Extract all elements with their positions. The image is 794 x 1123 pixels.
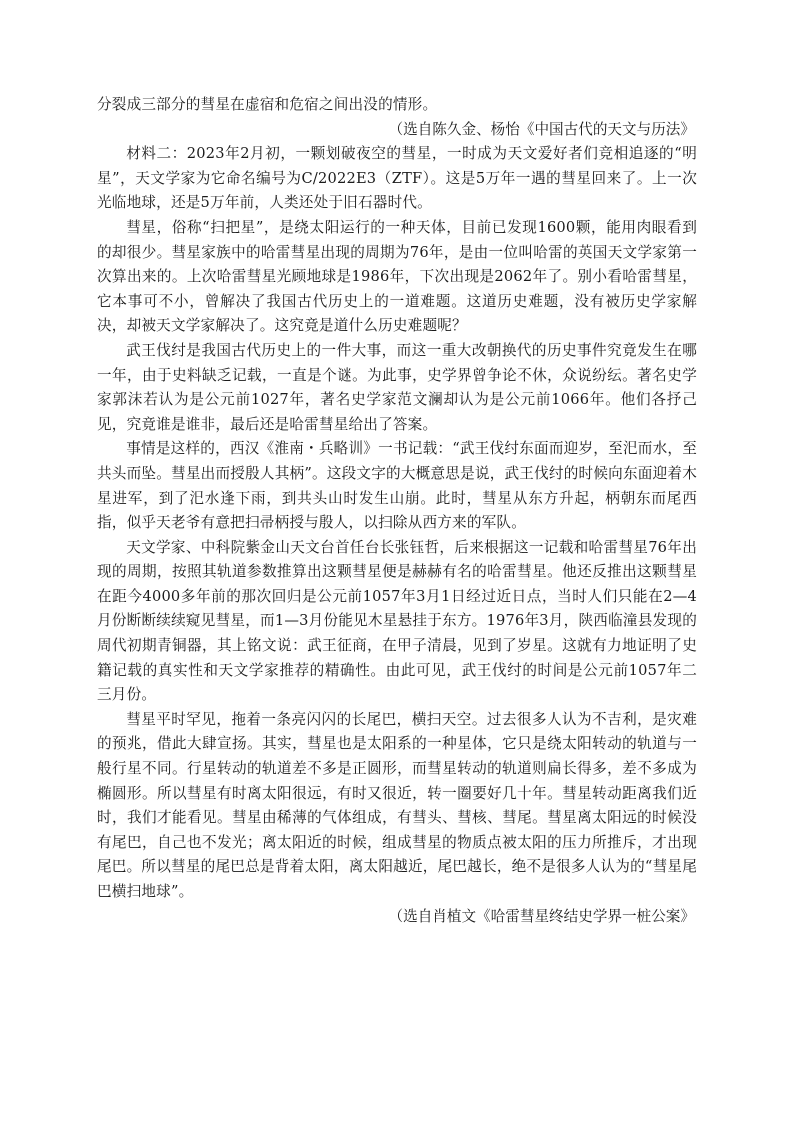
paragraph-wuwang-question: 武王伐纣是我国古代历史上的一件大事，而这一重大改朝换代的历史事件究竟发生在哪一年，由于史料缺乏记载，一直是个谜。为此事，史学界曾争论不休，众说纷纭。著名史学家郭沫若认为是公元前1027年，著名史学家范文澜却认为是公元前1066年。他们各抒己见，究竟谁是谁非，最后还是哈雷彗星给出了答案。	[97, 341, 697, 433]
paragraph-comet-intro: 彗星，俗称“扫把星”，是绕太阳运行的一种天体，目前已发现1600颗，能用肉眼看到的却很少。彗星家族中的哈雷彗星出现的周期为76年，是由一位叫哈雷的英国天文学家第一次算出来的。上次哈雷彗星光顾地球是1986年，下次出现是2062年了。别小看哈雷彗星，它本事可不小，曾解决了我国古代历史上的一道难题。这道历史难题，没有被历史学家解决，却被天文学家解决了。这究竟是道什么历史难题呢？	[97, 218, 697, 335]
paragraph-huainanzi-record: 事情是这样的，西汉《淮南・兵略训》一书记载：“武王伐纣东面而迎岁，至汜而水，至共头而坠。彗星出而授殷人其柄”。这段文字的大概意思是说，武王伐纣的时候向东面迎着木星进军，到了汜水逢下雨，到共头山时发生山崩。此时，彗星从东方升起，柄朝东而尾西指，似乎天老爷有意把扫帚柄授与殷人，以扫除从西方来的军队。	[97, 440, 697, 532]
paragraph-material-two: 材料二：2023年2月初，一颗划破夜空的彗星，一时成为天文爱好者们竞相追逐的“明星”，天文学家为它命名编号为C/2022E3（ZTF）。这是5万年一遇的彗星回来了。上一次光临地球，还是5万年前，人类还处于旧石器时代。	[97, 145, 697, 212]
document-page	[97, 93, 697, 929]
paragraph-zhang-yuzhe: 天文学家、中科院紫金山天文台首任台长张钰哲，后来根据这一记载和哈雷彗星76年出现的周期，按照其轨道参数推算出这颗彗星便是赫赫有名的哈雷彗星。他还反推出这颗彗星在距今4000多年前的那次回归是公元前1057年3月1日经过近日点，当时人们只能在2—4月份断断续续窥见彗星，而1—3月份能见木星悬挂于东方。1976年3月，陕西临潼县发现的周代初期青铜器，其上铭文说：武王征商，在甲子清晨，见到了岁星。这就有力地证明了史籍记载的真实性和天文学家推荐的精确性。由此可见，武王伐纣的时间是公元前1057年二三月份。	[97, 538, 697, 704]
source-citation: （选自肖植文《哈雷彗星终结史学界一桩公案》	[388, 907, 695, 925]
source-citation: （选自陈久金、杨怡《中国古代的天文与历法》	[388, 120, 695, 138]
paragraph-continuation: 分裂成三部分的彗星在虚宿和危宿之间出没的情形。	[97, 96, 438, 113]
paragraph-comet-nature: 彗星平时罕见，拖着一条亮闪闪的长尾巴，横扫天空。过去很多人认为不吉利，是灾难的预兆，借此大肆宣扬。其实，彗星也是太阳系的一种星体，它只是绕太阳转动的轨道与一般行星不同。行星转动的轨道差不多是正圆形，而彗星转动的轨道则扁长得多，差不多成为椭圆形。所以彗星有时离太阳很远，有时又很近，转一圈要好几十年。彗星转动距离我们近时，我们才能看见。彗星由稀薄的气体组成，有彗头、彗核、彗尾。彗星离太阳远的时候没有尾巴，自己也不发光；离太阳近的时候，组成彗星的物质点被太阳的压力所推斥，才出现尾巴。所以彗星的尾巴总是背着太阳，离太阳越近，尾巴越长，绝不是很多人认为的“彗星尾巴横扫地球”。	[97, 710, 697, 900]
